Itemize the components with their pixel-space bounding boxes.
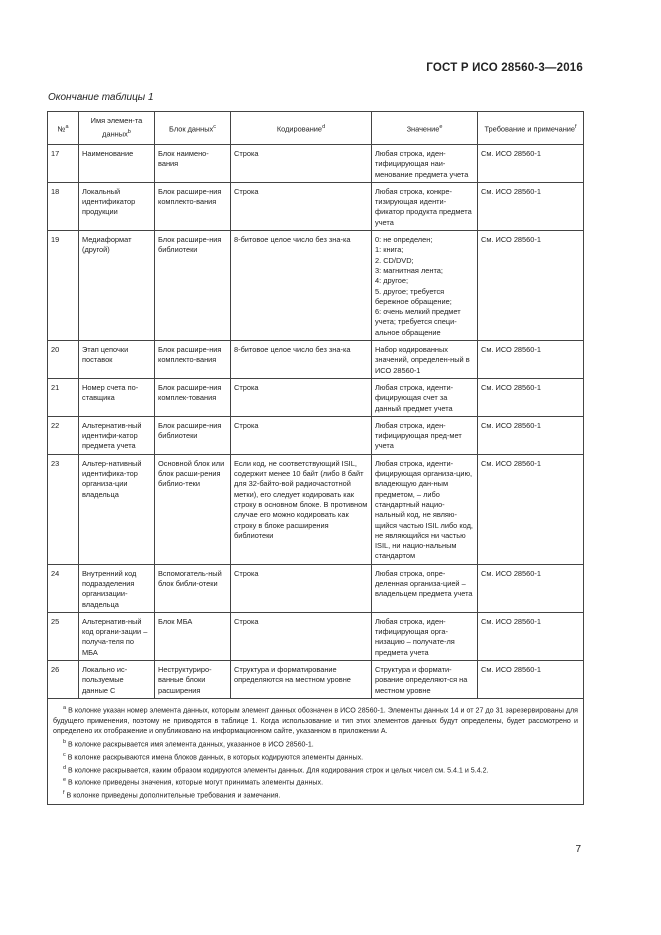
cell-data-block: Блок расшире-ния комплекто-вания <box>155 182 231 230</box>
table-row <box>48 378 584 416</box>
cell-element-name: Медиаформат (другой) <box>79 231 155 341</box>
cell-encoding: Строка <box>231 182 372 230</box>
cell-data-block: Блок расшире-ния библиотеки <box>155 416 231 454</box>
cell-value: Любая строка, иден-тифицирующая пред-мет учета <box>372 416 478 454</box>
cell-element-name: Внутренний код подразделения организации-владельца <box>79 564 155 612</box>
footnote-marker: f <box>63 790 65 797</box>
cell-value: Структура и формати-рование определяют-ся на местном уровне <box>372 661 478 699</box>
cell-element-name: Альтер-нативный идентифика-тор организа-ции владельца <box>79 454 155 564</box>
cell-element-name: Локальный идентификатор продукции <box>79 182 155 230</box>
footnote-text: В колонке приведены дополнительные требования и замечания. <box>66 791 281 800</box>
footnote <box>53 737 578 750</box>
cell-requirement: См. ИСО 28560-1 <box>478 416 584 454</box>
cell-number: 18 <box>48 182 79 230</box>
cell-encoding: 8-битовое целое число без зна-ка <box>231 341 372 379</box>
cell-element-name: Альтернатив-ный код органи-зации – получа-теля по МБА <box>79 612 155 660</box>
cell-data-block: Блок расшире-ния комплекто-вания <box>155 341 231 379</box>
document-header: ГОСТ Р ИСО 28560-3—2016 <box>426 62 583 74</box>
column-header-encoding: Кодирование$^d$ <box>231 112 372 145</box>
cell-number: 19 <box>48 231 79 341</box>
cell-encoding: Строка <box>231 564 372 612</box>
cell-requirement: См. ИСО 28560-1 <box>478 661 584 699</box>
footnote-marker: e <box>63 777 67 784</box>
cell-data-block: Основной блок или блок расши-рения библио-теки <box>155 454 231 564</box>
cell-value: Любая строка, иден-тифицирующая наи-менование предмета учета <box>372 145 478 183</box>
footnote-marker: a <box>63 704 67 711</box>
cell-requirement: См. ИСО 28560-1 <box>478 231 584 341</box>
cell-number: 21 <box>48 378 79 416</box>
footnote-marker: b <box>63 738 67 745</box>
table-row <box>48 341 584 379</box>
table-row <box>48 145 584 183</box>
cell-value: Любая строка, иденти-фицирующая счет за данный предмет учета <box>372 378 478 416</box>
column-header-name: Имя элемен-та данных$^b$ <box>79 112 155 145</box>
footnote-marker: c <box>63 751 66 758</box>
cell-value: Любая строка, иденти-фицирующая организа-цию, владеющую дан-ным предметом, – либо стандартный нацио-нальный код, не являю-щийся частью ISIL либо код, не являющийся ни частью ISIL, ни нацио-нальным стандартом <box>372 454 478 564</box>
cell-number: 26 <box>48 661 79 699</box>
cell-value: Набор кодированных значений, определен-ный в ИСО 28560-1 <box>372 341 478 379</box>
cell-number: 22 <box>48 416 79 454</box>
column-header-requirement: Требование и примечание$^f$ <box>478 112 584 145</box>
cell-element-name: Этап цепочки поставок <box>79 341 155 379</box>
data-elements-table <box>47 111 584 805</box>
cell-encoding: Строка <box>231 416 372 454</box>
cell-number: 20 <box>48 341 79 379</box>
cell-requirement: См. ИСО 28560-1 <box>478 341 584 379</box>
cell-value: 0: не определен; 1: книга; 2. CD/DVD; 3: магнитная лента; 4: другое; 5. другое; требуется бережное обращение; 6: очень мелкий предмет учета; требуется специ-альное обращение <box>372 231 478 341</box>
footnote <box>53 750 578 763</box>
footnotes <box>48 698 584 804</box>
cell-requirement: См. ИСО 28560-1 <box>478 564 584 612</box>
footnote-text: В колонке раскрываются имена блоков данных, в которых кодируются элементы данных. <box>67 753 364 762</box>
footnote-marker: d <box>63 764 67 771</box>
table-row <box>48 416 584 454</box>
cell-number: 24 <box>48 564 79 612</box>
cell-element-name: Альтернатив-ный идентифи-катор предмета учета <box>79 416 155 454</box>
footnote <box>53 788 578 801</box>
footnote <box>53 763 578 776</box>
table-row <box>48 182 584 230</box>
cell-encoding: Структура и форматирование определяются на местном уровне <box>231 661 372 699</box>
table-row <box>48 612 584 660</box>
cell-requirement: См. ИСО 28560-1 <box>478 378 584 416</box>
cell-data-block: Блок расшире-ния комплек-тования <box>155 378 231 416</box>
table-row <box>48 661 584 699</box>
footnote <box>53 703 578 737</box>
cell-value: Любая строка, иден-тифицирующая орга-низацию – получате-ля предмета учета <box>372 612 478 660</box>
cell-element-name: Номер счета по-ставщика <box>79 378 155 416</box>
cell-number: 25 <box>48 612 79 660</box>
cell-requirement: См. ИСО 28560-1 <box>478 454 584 564</box>
cell-data-block: Блок наимено-вания <box>155 145 231 183</box>
column-header-number: №$^a$ <box>48 112 79 145</box>
table-caption: Окончание таблицы 1 <box>48 92 154 103</box>
cell-data-block: Блок МБА <box>155 612 231 660</box>
table-header-row <box>48 112 584 145</box>
cell-value: Любая строка, конкре-тизирующая иденти-фикатор продукта предмета учета <box>372 182 478 230</box>
page-number: 7 <box>575 844 581 855</box>
table-row <box>48 231 584 341</box>
cell-requirement: См. ИСО 28560-1 <box>478 182 584 230</box>
table-row <box>48 564 584 612</box>
cell-encoding: Строка <box>231 612 372 660</box>
cell-data-block: Блок расшире-ния библиотеки <box>155 231 231 341</box>
column-header-value: Значение$^e$ <box>372 112 478 145</box>
cell-data-block: Вспомогатель-ный блок библи-отеки <box>155 564 231 612</box>
cell-number: 17 <box>48 145 79 183</box>
cell-element-name: Наименование <box>79 145 155 183</box>
footnote-text: В колонке раскрывается имя элемента данных, указанное в ИСО 28560-1. <box>68 740 314 749</box>
cell-encoding: Строка <box>231 378 372 416</box>
cell-value: Любая строка, опре-деленная организа-цией – владельцем предмета учета <box>372 564 478 612</box>
footnote <box>53 775 578 788</box>
cell-element-name: Локально ис-пользуемые данные С <box>79 661 155 699</box>
footnotes-row <box>48 698 584 804</box>
cell-data-block: Неструктуриро-ванные блоки расширения <box>155 661 231 699</box>
footnote-text: В колонке раскрывается, каким образом кодируются элементы данных. Для кодирования строк и целых чисел см. 5.4.1 и 5.4.2. <box>68 765 489 774</box>
cell-number: 23 <box>48 454 79 564</box>
cell-encoding: Строка <box>231 145 372 183</box>
cell-encoding: Если код, не соответствующий ISIL, содержит менее 10 байт (либо 8 байт для 32-байто-вой радиочастотной метки), его следует кодировать как строку в основном блоке. В противном случае его можно кодировать как строку в блоке расширения библиотеки <box>231 454 372 564</box>
table-row <box>48 454 584 564</box>
footnote-text: В колонке приведены значения, которые могут принимать элементы данных. <box>68 778 324 787</box>
cell-requirement: См. ИСО 28560-1 <box>478 612 584 660</box>
column-header-block: Блок данных$^c$ <box>155 112 231 145</box>
cell-requirement: См. ИСО 28560-1 <box>478 145 584 183</box>
cell-encoding: 8-битовое целое число без зна-ка <box>231 231 372 341</box>
footnote-text: В колонке указан номер элемента данных, которым элемент данных обозначен в ИСО 28560-1. Элементы данных 14 и от 27 до 31 зарезервированы для будущего применения, поэтому не приводятся в таблице 1. Когда использование и тип этих элементов данных будут определены, будет рассмотрено и определено их отображение и опубликовано на информационном сайте, указанном в приложении А. <box>53 706 578 736</box>
